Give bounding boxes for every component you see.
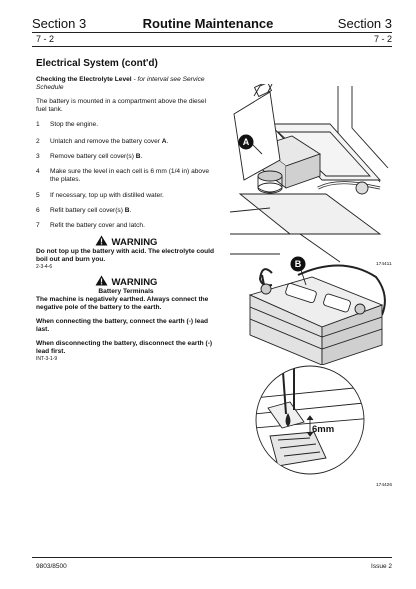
section-heading: Electrical System (cont'd) <box>36 58 158 69</box>
figure-ref-1: 174411 <box>376 262 392 267</box>
step-ref: B <box>124 207 130 214</box>
header-rule <box>32 32 392 33</box>
header-rule-lower <box>32 46 392 47</box>
subheading <box>36 76 226 92</box>
electrolyte-level-detail-figure <box>254 362 374 478</box>
warning-code-1: 2-3-4-6 <box>36 264 53 270</box>
footer-rule <box>32 557 392 558</box>
page-number-left: 7 - 2 <box>36 34 55 44</box>
step-number: 1 <box>36 121 40 128</box>
footer-doc-number: 9803/8500 <box>36 563 67 570</box>
warning-triangle-icon <box>95 235 108 246</box>
step-number: 7 <box>36 222 40 229</box>
warning-code-2: INT-3-1-9 <box>36 356 58 362</box>
warning-heading-2 <box>36 275 216 288</box>
step-text: Unlatch and remove the battery cover <box>50 138 162 145</box>
step-ref: B <box>135 153 141 160</box>
step-text: Refit the battery cover and latch. <box>50 222 145 229</box>
subheading-note: - for interval see Service Schedule <box>36 76 205 91</box>
step-text: Make sure the level in each cell is 6 mm (1/4 in) above the plates. <box>50 168 210 183</box>
warning-label: WARNING <box>111 237 158 248</box>
warning-triangle-icon <box>95 275 108 286</box>
warning-text-2c: When disconnecting the battery, disconnect the earth (-) lead first. <box>36 340 213 355</box>
step-number: 6 <box>36 207 40 214</box>
section-label-right: Section 3 <box>337 16 392 31</box>
step-number: 2 <box>36 138 40 145</box>
figure-label-a: A <box>242 137 250 147</box>
figure-ref-3: 174426 <box>376 483 393 488</box>
warning-title-2: Battery Terminals <box>98 288 154 295</box>
warning-text-2a: The machine is negatively earthed. Always connect the negative pole of the battery to the earth. <box>36 296 209 311</box>
warning-label: WARNING <box>111 277 158 288</box>
warning-text-2b: When connecting the battery, connect the earth (-) lead last. <box>36 318 209 333</box>
step-text: Refit battery cell cover(s) <box>50 207 125 214</box>
step-text: If necessary, top up with distilled water. <box>50 192 164 199</box>
figure-label-b: B <box>294 259 302 269</box>
dimension-label: 6mm <box>312 424 335 435</box>
page-number-right: 7 - 2 <box>373 34 392 44</box>
step-ref: A <box>161 138 167 145</box>
subheading-title: Checking the Electrolyte Level <box>36 76 132 83</box>
step-text: Remove battery cell cover(s) <box>50 153 136 160</box>
step-number: 4 <box>36 168 40 175</box>
intro-paragraph: The battery is mounted in a compartment above the diesel fuel tank. <box>36 98 207 113</box>
footer-issue: Issue 2 <box>371 563 392 570</box>
warning-heading-1 <box>36 235 216 248</box>
page-title: Routine Maintenance <box>142 16 274 31</box>
step-number: 5 <box>36 192 40 199</box>
step-number: 3 <box>36 153 40 160</box>
warning-text-1: Do not top up the battery with acid. The electrolyte could boil out and burn you. <box>36 248 215 263</box>
section-label-left: Section 3 <box>32 16 87 31</box>
battery-figure <box>242 255 392 365</box>
step-text: Stop the engine. <box>50 121 99 128</box>
battery-compartment-figure <box>230 84 390 264</box>
